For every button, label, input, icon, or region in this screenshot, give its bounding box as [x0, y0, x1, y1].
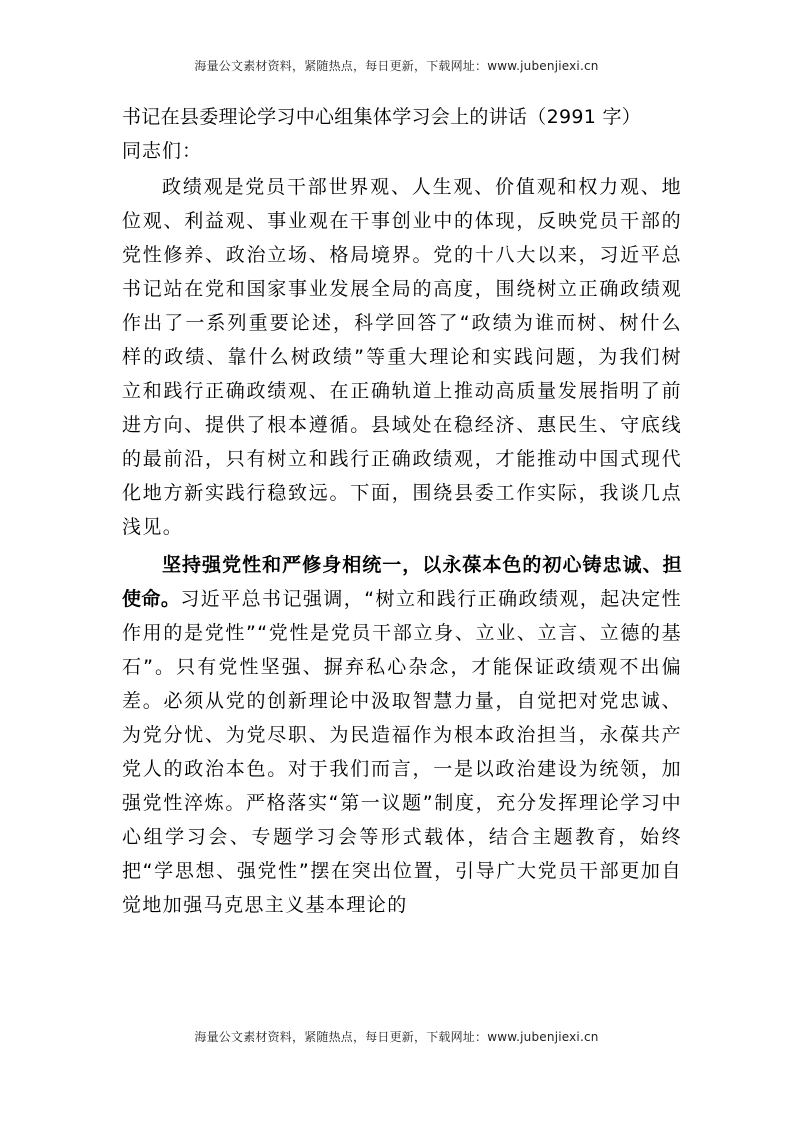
page-header-note: 海量公文素材资料，紧随热点，每日更新，下载网址：www.jubenjiexi.cn	[194, 59, 599, 73]
section-heading: 坚持强党性和严修身相统一，以永葆本色的初心铸忠诚、担使命。	[122, 554, 682, 610]
paragraph-section-1	[122, 548, 682, 922]
page-footer-note: 海量公文素材资料，紧随热点，每日更新，下载网址：www.jubenjiexi.cn	[194, 1030, 599, 1044]
document-title: 书记在县委理论学习中心组集体学习会上的讲话（2991 字）	[122, 106, 642, 128]
document-body	[122, 100, 682, 922]
section-body-text: 习近平总书记强调，“树立和践行正确政绩观，起决定性作用的是党性”“党性是党员干部立身、立业、立言、立德的基石”。只有党性坚强、摒弃私心杂念，才能保证政绩观不出偏差。必须从党的创新理论中汲取智慧力量，自觉把对党忠诚、为党分忧、为党尽职、为民造福作为根本政治担当，永葆共产党人的政治本色。对于我们而言，一是以政治建设为统领，加强党性淬炼。严格落实“第一议题”制度，充分发挥理论学习中心组学习会、专题学习会等形式载体，结合主题教育，始终把“学思想、强党性”摆在突出位置，引导广大党员干部更加自觉地加强马克思主义基本理论的	[122, 588, 682, 916]
paragraph-intro: 政绩观是党员干部世界观、人生观、价值观和权力观、地位观、利益观、事业观在干事创业中的体现，反映党员干部的党性修养、政治立场、格局境界。党的十八大以来，习近平总书记站在党和国家事业发展全局的高度，围绕树立正确政绩观作出了一系列重要论述，科学回答了“政绩为谁而树、树什么样的政绩、靠什么树政绩”等重大理论和实践问题，为我们树立和践行正确政绩观、在正确轨道上推动高质量发展指明了前进方向、提供了根本遵循。县域处在稳经济、惠民生、守底线的最前沿，只有树立和践行正确政绩观，才能推动中国式现代化地方新实践行稳致远。下面，围绕县委工作实际，我谈几点浅见。	[122, 176, 682, 538]
salutation: 同志们：	[122, 140, 203, 162]
